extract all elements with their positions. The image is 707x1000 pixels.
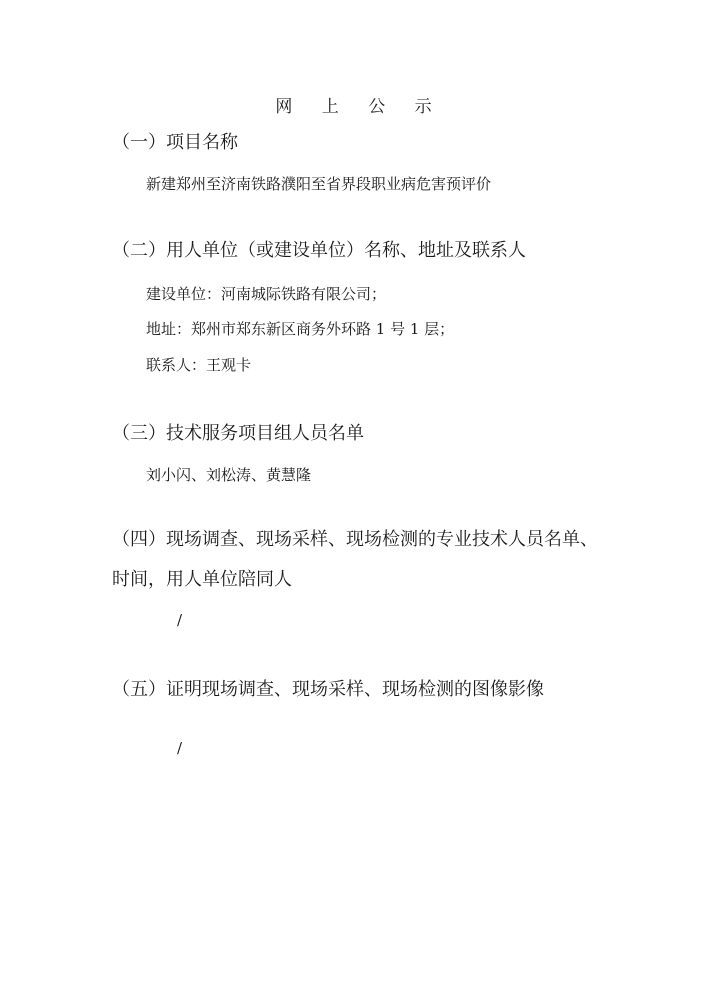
section-5-heading: （五）证明现场调查、现场采样、现场检测的图像影像 xyxy=(112,679,544,700)
section-4-heading-line2: 时间，用人单位陪同人 xyxy=(112,569,292,590)
section-5-value: / xyxy=(177,739,183,757)
section-4-value: / xyxy=(177,611,183,629)
project-name: 新建郑州至济南铁路濮阳至省界段职业病危害预评价 xyxy=(146,175,492,193)
section-3-heading: （三）技术服务项目组人员名单 xyxy=(112,423,364,444)
page-title: 网 上 公 示 xyxy=(275,97,444,117)
address: 地址：郑州市郑东新区商务外环路 1 号 1 层； xyxy=(146,320,455,338)
section-2-heading: （二）用人单位（或建设单位）名称、地址及联系人 xyxy=(112,240,526,261)
contact-person: 联系人：王观卡 xyxy=(146,356,252,374)
section-1-heading: （一）项目名称 xyxy=(112,132,238,153)
section-4-heading-line1: （四）现场调查、现场采样、现场检测的专业技术人员名单、 xyxy=(112,529,598,550)
team-members: 刘小闪、刘松涛、黄慧隆 xyxy=(146,466,312,484)
construction-unit: 建设单位：河南城际铁路有限公司； xyxy=(146,285,387,303)
